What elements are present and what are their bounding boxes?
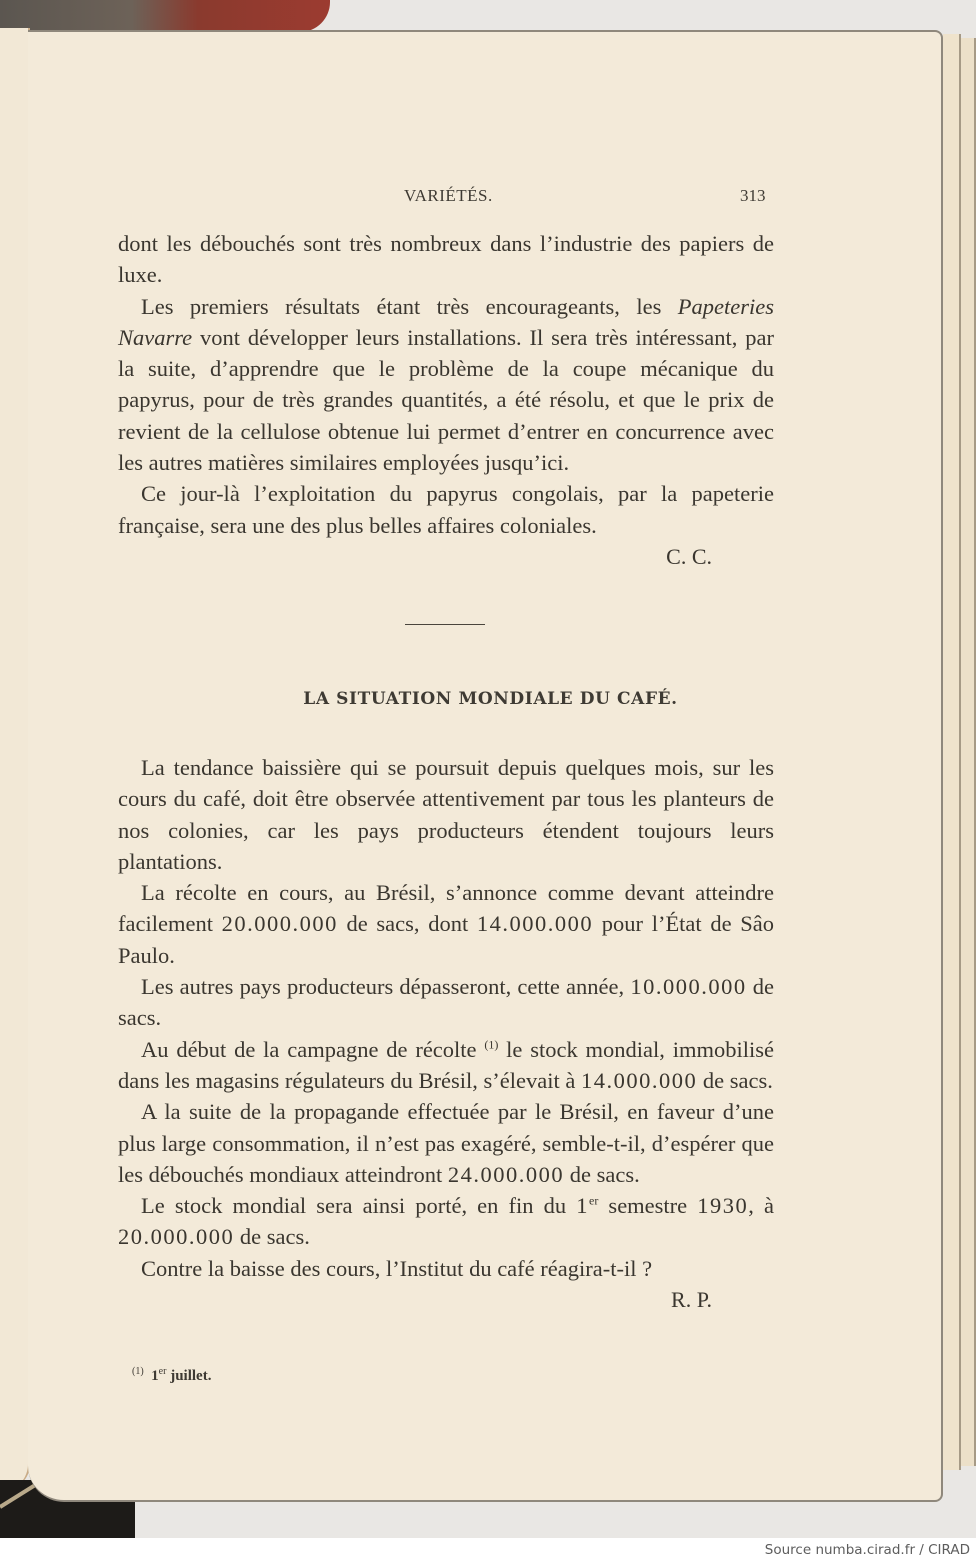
- paragraph-text: A la suite de la propagande effectuée par le Brésil, en faveur d’une plus large consommation, il n’est pas exagéré, semble-t-il, d’espérer que les débouchés mondiaux atteindront: [118, 1099, 774, 1187]
- page-edge: [961, 38, 976, 1466]
- footnote-text: juillet.: [170, 1368, 212, 1384]
- section-divider: [405, 624, 485, 625]
- figure-sacks: 20.000.000: [118, 1224, 235, 1250]
- figure-sacks: 10.000.000: [630, 974, 747, 1000]
- page-number: 313: [740, 186, 766, 205]
- article1-paragraphs: [118, 228, 774, 541]
- paragraph-text: de sacs, dont: [337, 911, 477, 937]
- paragraph: [118, 1190, 774, 1253]
- page-edge: [943, 34, 961, 1470]
- paragraph-text: La tendance baissière qui se poursuit depuis quelques mois, sur les cours du café, doit être observée attentivement par tous les planteurs de nos colonies, car les pays producteurs étendent toujours leurs plantations.: [118, 755, 774, 874]
- source-credit: Source numba.cirad.fr / CIRAD: [764, 1542, 970, 1558]
- paragraph-text: de sacs.: [234, 1224, 310, 1250]
- paragraph-text: Les premiers résultats étant très encourageants, les: [141, 293, 678, 319]
- paragraph-text: , à: [748, 1193, 774, 1219]
- paragraph: [118, 877, 774, 971]
- footnote-marker: (1): [132, 1366, 144, 1377]
- paragraph-text: dont les débouchés sont très nombreux dans l’industrie des papiers de luxe.: [118, 231, 774, 288]
- figure-sacks: 14.000.000: [476, 911, 594, 937]
- paragraph-text: pour l’État de Sâo Paulo.: [118, 911, 774, 968]
- paragraph: [118, 228, 774, 291]
- section-title-punct: .: [671, 689, 678, 709]
- ordinal: 1: [576, 1193, 589, 1219]
- footnote-ordinal-suffix: er: [158, 1366, 167, 1377]
- year: 1930: [697, 1193, 749, 1219]
- article-coffee-situation: [118, 752, 774, 1315]
- paragraph-text: de sacs.: [697, 1067, 773, 1093]
- figure-sacks: 14.000.000: [581, 1067, 698, 1093]
- article2-signature: R. P.: [671, 1287, 712, 1313]
- paragraph: [118, 478, 774, 541]
- ordinal-suffix: er: [589, 1193, 599, 1208]
- paragraph-text: Les autres pays producteurs dépasseront, cette année,: [141, 974, 631, 1000]
- running-head: VARIÉTÉS.: [404, 186, 493, 205]
- paragraph: [118, 1253, 774, 1284]
- paragraph-text: Contre la baisse des cours, l’Institut du café réagira-t-il ?: [141, 1255, 653, 1281]
- italic-company-name: Papeteries Navarre: [118, 293, 774, 350]
- paragraph-text: de sacs.: [564, 1161, 640, 1187]
- paragraph-text: La récolte en cours, au Brésil, s’annonce comme devant atteindre facilement: [118, 880, 774, 937]
- paragraph: [118, 1096, 774, 1190]
- paragraph: [118, 291, 774, 479]
- article1-signature: C. C.: [666, 543, 712, 569]
- figure-sacks: 20.000.000: [221, 911, 338, 937]
- paragraph-text: de sacs.: [118, 974, 774, 1031]
- section-title-text: LA SITUATION MONDIALE DU CAFÉ: [303, 689, 672, 709]
- paragraph: [118, 752, 774, 877]
- paragraph-text: Le stock mondial sera ainsi porté, en fin du: [141, 1193, 577, 1219]
- section-title: [0, 689, 976, 709]
- previous-page-leaf: [0, 28, 30, 1490]
- book-binding-top: [0, 0, 330, 32]
- paragraph-text: vont développer leurs installations. Il sera très intéressant, par la suite, d’apprendre que le problème de la coupe mécanique du papyrus, pour de très grandes quantités, a été résolu, et que le prix de revient de la cellulose obtenue lui permet d’entrer en concurrence avec les autres matières similaires employées jusqu’ici.: [118, 324, 774, 476]
- paragraph-text: le stock mondial, immobilisé dans les magasins régulateurs du Brésil, s’élevait à: [118, 1036, 774, 1093]
- footnote-ordinal: 1: [151, 1368, 159, 1384]
- article-papyrus-continuation: [118, 228, 774, 572]
- figure-sacks: 24.000.000: [447, 1161, 565, 1187]
- footnote: [132, 1368, 211, 1385]
- paragraph-text: semestre: [598, 1193, 698, 1219]
- paragraph: [118, 971, 774, 1034]
- footnote-reference[interactable]: (1): [484, 1037, 499, 1052]
- paragraph-text: Ce jour-là l’exploitation du papyrus congolais, par la papeterie française, sera une des plus belles affaires coloniales.: [118, 481, 774, 538]
- paragraph-text: Au début de la campagne de récolte: [141, 1036, 485, 1062]
- paragraph: [118, 1034, 774, 1097]
